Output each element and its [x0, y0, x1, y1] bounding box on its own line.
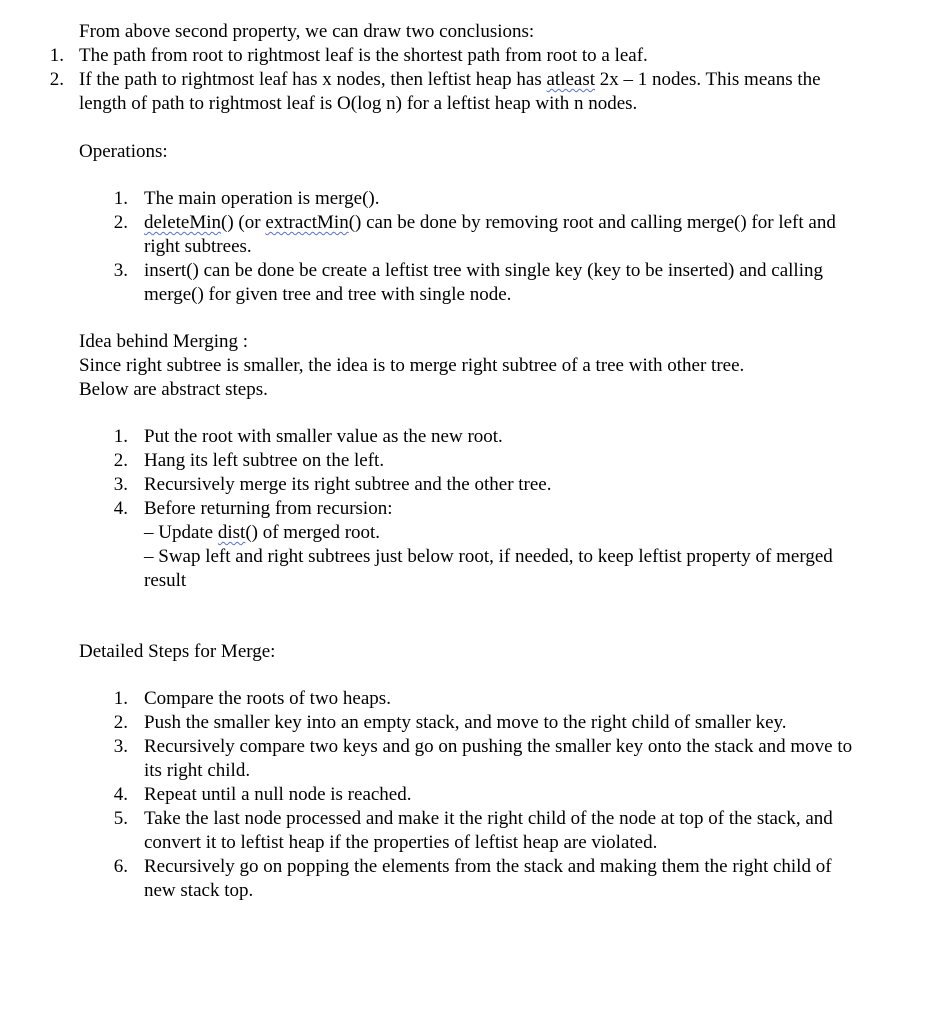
list-item [0, 687, 900, 711]
list-number: 2. [49, 69, 64, 90]
spellcheck-word: extractMin [265, 212, 349, 233]
list-item [0, 44, 900, 68]
intro-line: From above second property, we can draw two conclusions: [79, 21, 535, 42]
conclusions-list [0, 44, 900, 116]
list-item [0, 187, 900, 211]
abstract-steps-list [0, 425, 900, 593]
list-number: 3. [113, 474, 128, 495]
text-run: () (or [221, 212, 266, 233]
text-run: 2x – 1 nodes. This means the length of path to rightmost leaf is O(log n) for a leftist heap with n nodes. [79, 69, 821, 114]
list-item [0, 807, 900, 855]
list-item [0, 449, 900, 473]
list-number: 1. [113, 426, 128, 447]
list-item [0, 425, 900, 449]
list-text: insert() can be done be create a leftist tree with single key (key to be inserted) and calling merge() for given tree and tree with single node. [144, 260, 823, 305]
list-text: The main operation is merge(). [144, 188, 380, 209]
list-text [144, 211, 864, 259]
list-item [0, 259, 900, 307]
text-run: – Update [144, 522, 218, 543]
list-number: 1. [49, 45, 64, 66]
list-number: 5. [113, 808, 128, 829]
list-number: 4. [113, 784, 128, 805]
detailed-steps-list [0, 687, 900, 903]
list-number: 2. [113, 450, 128, 471]
spellcheck-word: atleast [546, 69, 596, 90]
list-item [0, 68, 900, 116]
operations-heading: Operations: [79, 141, 168, 162]
sub-step [144, 521, 864, 545]
idea-line: Below are abstract steps. [79, 379, 268, 400]
detailed-heading: Detailed Steps for Merge: [79, 641, 276, 662]
list-item [0, 855, 900, 903]
text-run: () of merged root. [245, 522, 381, 543]
text-run: () can be done by removing root and calling merge() for left and right subtrees. [144, 212, 836, 257]
list-number: 3. [113, 736, 128, 757]
list-number: 2. [113, 712, 128, 733]
list-text: Recursively merge its right subtree and the other tree. [144, 474, 552, 495]
list-text: Compare the roots of two heaps. [144, 688, 391, 709]
sub-step: – Swap left and right subtrees just below root, if needed, to keep leftist property of merged result [144, 546, 833, 591]
list-item [0, 211, 900, 259]
list-text: Put the root with smaller value as the new root. [144, 426, 503, 447]
list-item [0, 783, 900, 807]
list-text: Take the last node processed and make it the right child of the node at top of the stack, and convert it to leftist heap if the properties of leftist heap are violated. [144, 808, 833, 853]
list-item [0, 473, 900, 497]
idea-heading: Idea behind Merging : [79, 331, 249, 352]
operations-list [0, 187, 900, 307]
list-text [79, 68, 839, 116]
list-text: Hang its left subtree on the left. [144, 450, 385, 471]
list-text: Recursively go on popping the elements from the stack and making them the right child of new stack top. [144, 856, 832, 901]
list-text: Recursively compare two keys and go on pushing the smaller key onto the stack and move to its right child. [144, 736, 853, 781]
list-number: 1. [113, 188, 128, 209]
list-item [0, 497, 900, 593]
list-number: 1. [113, 688, 128, 709]
list-text: Push the smaller key into an empty stack, and move to the right child of smaller key. [144, 712, 787, 733]
list-number: 6. [113, 856, 128, 877]
list-text [144, 497, 864, 593]
list-number: 4. [113, 498, 128, 519]
list-item [0, 735, 900, 783]
spellcheck-word: dist [217, 522, 246, 543]
list-text: Repeat until a null node is reached. [144, 784, 412, 805]
list-item [0, 711, 900, 735]
list-number: 3. [113, 260, 128, 281]
list-number: 2. [113, 212, 128, 233]
spellcheck-word: deleteMin [144, 212, 222, 233]
text-run: Before returning from recursion: [144, 498, 393, 519]
text-run: If the path to rightmost leaf has x nodes, then leftist heap has [79, 69, 547, 90]
list-text: The path from root to rightmost leaf is the shortest path from root to a leaf. [79, 45, 648, 66]
idea-line: Since right subtree is smaller, the idea is to merge right subtree of a tree with other tree. [79, 355, 745, 376]
